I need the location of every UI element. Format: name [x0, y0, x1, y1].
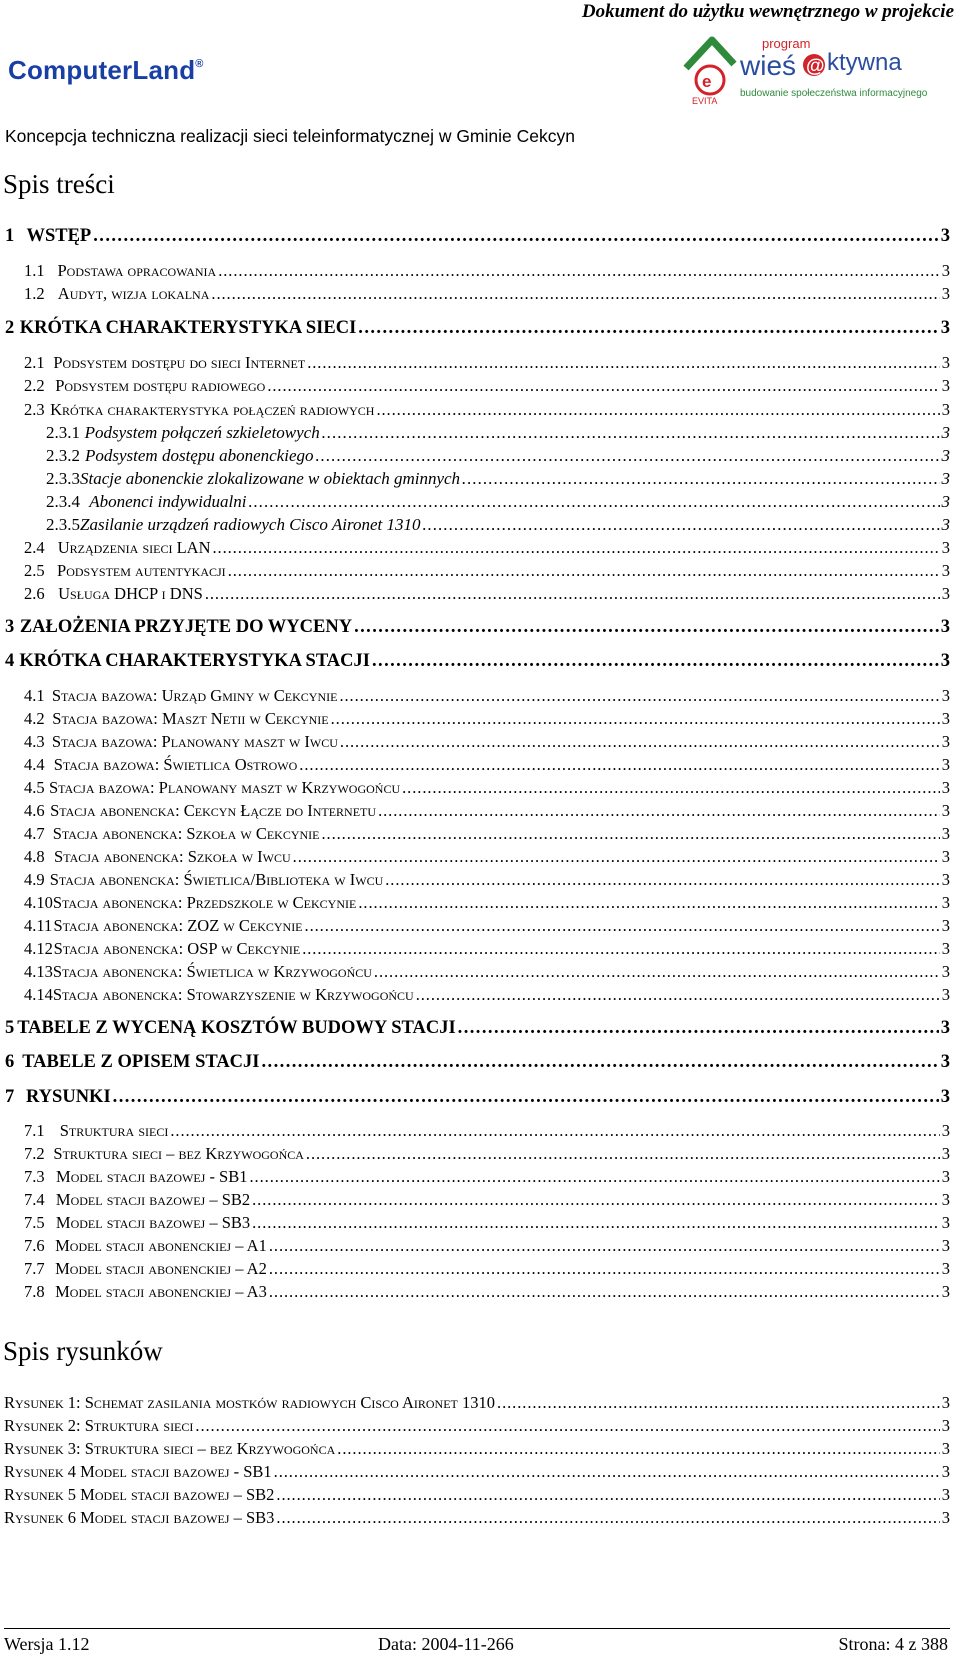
- toc-entry-page: 3: [941, 893, 950, 912]
- toc-entry-label: Podstawa opracowania: [57, 261, 217, 280]
- dot-leader: [497, 1393, 940, 1413]
- toc-entry-label: Audyt, wizja lokalna: [57, 284, 210, 303]
- toc-entry-page: 3: [941, 847, 950, 866]
- toc-entry[interactable]: [24, 732, 950, 752]
- toc-entry-label: Abonenci indywidualni: [89, 492, 247, 511]
- toc-entry-page: 3: [940, 1087, 950, 1107]
- toc-entry[interactable]: [5, 1087, 950, 1108]
- toc-entry[interactable]: [24, 538, 950, 558]
- toc-entry[interactable]: [24, 1190, 950, 1210]
- toc-entry-page: 3: [941, 686, 950, 705]
- toc-entry[interactable]: [24, 778, 950, 798]
- toc-entry[interactable]: [46, 446, 950, 466]
- figure-entry-page: 3: [941, 1485, 950, 1504]
- dot-leader: [458, 1018, 939, 1039]
- dot-leader: [305, 916, 940, 936]
- toc-entry-label: Stacja bazowa: Planowany maszt w Krzywogońcu: [48, 778, 401, 797]
- dot-leader: [416, 985, 940, 1005]
- toc-entry-label: TABELE Z WYCENĄ KOSZTÓW BUDOWY STACJI: [17, 1018, 456, 1038]
- toc-entry[interactable]: [24, 939, 950, 959]
- toc-entry-page: 3: [941, 755, 950, 774]
- toc-entry-number: 7: [5, 1087, 15, 1107]
- dot-leader: [339, 686, 939, 706]
- toc-entry-page: 3: [940, 1052, 950, 1072]
- toc-entry[interactable]: [5, 651, 950, 672]
- toc-entry-label: KRÓTKA CHARAKTERYSTYKA SIECI: [19, 318, 357, 338]
- figure-entry[interactable]: [4, 1485, 950, 1505]
- toc-entry-number: 2.6: [24, 584, 45, 603]
- toc-entry-page: 3: [940, 1018, 950, 1038]
- toc-entry-page: 3: [941, 561, 950, 580]
- toc-entry-label: Stacja bazowa: Planowany maszt w Iwcu: [51, 732, 338, 751]
- dot-leader: [372, 651, 939, 672]
- dot-leader: [337, 1439, 939, 1459]
- toc-entry[interactable]: [24, 755, 950, 775]
- toc-entry-number: 4.2: [24, 709, 45, 728]
- toc-entry-number: 1.1: [24, 261, 45, 280]
- figure-entry-label: Rysunek 3: Struktura sieci – bez Krzywogońca: [4, 1439, 336, 1458]
- toc-entry-page: 3: [940, 651, 950, 671]
- toc-entry-number: 2.3.5: [46, 515, 80, 534]
- toc-entry-page: 3: [941, 353, 950, 372]
- toc-entry-number: 7.1: [24, 1121, 45, 1140]
- toc-entry-number: 4.14: [24, 985, 53, 1004]
- toc-entry[interactable]: [24, 1213, 950, 1233]
- dot-leader: [322, 423, 940, 443]
- toc-entry[interactable]: [24, 1167, 950, 1187]
- registered-mark: ®: [195, 58, 204, 70]
- toc-entry-label: Stacja abonencka: Szkoła w Iwcu: [54, 847, 291, 866]
- toc-entry-page: 3: [941, 778, 950, 797]
- figure-entry[interactable]: [4, 1508, 950, 1528]
- toc-entry[interactable]: [24, 261, 950, 281]
- toc-entry-label: Struktura sieci: [59, 1121, 169, 1140]
- toc-entry-page: 3: [941, 985, 950, 1004]
- figure-entry-label: Rysunek 1: Schemat zasilania mostków radiowych Cisco Aironet 1310: [4, 1393, 496, 1412]
- toc-entry-number: 4.1: [24, 686, 45, 705]
- dot-leader: [340, 732, 940, 752]
- dot-leader: [299, 755, 939, 775]
- dot-leader: [93, 226, 939, 247]
- toc-entry-page: 3: [941, 801, 950, 820]
- toc-entry-page: 3: [941, 261, 950, 280]
- toc-entry-number: 2.3.2: [46, 446, 80, 465]
- toc-entry-number: 7.3: [24, 1167, 45, 1186]
- toc-entry[interactable]: [46, 492, 950, 512]
- toc-entry-page: 3: [940, 617, 950, 637]
- toc-entry-label: Struktura sieci – bez Krzywogońca: [53, 1144, 304, 1163]
- toc-entry-number: 2.3: [24, 400, 45, 419]
- dot-leader: [276, 1485, 939, 1505]
- footer-date: Data: 2004-11-266: [378, 1634, 514, 1654]
- toc-entry[interactable]: [5, 318, 950, 339]
- dot-leader: [402, 778, 940, 798]
- toc-entry-page: 3: [941, 1236, 950, 1255]
- toc-entry-label: Model stacji bazowej – SB2: [55, 1190, 251, 1209]
- toc-entry[interactable]: [24, 985, 950, 1005]
- toc-entry-label: Stacja bazowa: Świetlica Ostrowo: [53, 755, 298, 774]
- toc-entry-label: Stacja bazowa: Urząd Gminy w Cekcynie: [51, 686, 338, 705]
- toc-entry[interactable]: [24, 284, 950, 304]
- toc-entry-number: 4.13: [24, 962, 53, 981]
- toc-entry[interactable]: [24, 1282, 950, 1302]
- toc-entry-number: 2.3.1: [46, 423, 80, 442]
- footer-version: Wersja 1.12: [4, 1634, 90, 1654]
- dot-leader: [321, 824, 939, 844]
- toc-entry-label: Model stacji bazowej - SB1: [56, 1167, 248, 1186]
- toc-entry-page: 3: [941, 400, 950, 419]
- toc-entry-page: 3: [941, 870, 950, 889]
- figure-entry-page: 3: [941, 1439, 950, 1458]
- toc-entry-number: 7.5: [24, 1213, 45, 1232]
- toc-entry-number: 2.2: [24, 376, 45, 395]
- toc-entry-number: 4.9: [24, 870, 45, 889]
- toc-entry-number: 1.2: [24, 284, 45, 303]
- toc-entry-number: 1: [5, 226, 15, 246]
- toc-entry[interactable]: [5, 1052, 950, 1073]
- toc-entry[interactable]: [24, 847, 950, 867]
- toc-entry-number: 4.10: [24, 893, 53, 912]
- toc-entry-label: Stacje abonenckie zlokalizowane w obiektach gminnych: [80, 469, 461, 488]
- toc-title: Spis treści: [3, 169, 115, 199]
- footer-divider: [4, 1628, 950, 1629]
- figure-entry-label: Rysunek 6 Model stacji bazowej – SB3: [4, 1508, 275, 1527]
- dot-leader: [274, 1462, 940, 1482]
- toc-entry-label: Stacja abonencka: Przedszkole w Cekcynie: [52, 893, 357, 912]
- toc-entry-page: 3: [940, 226, 950, 246]
- toc-entry-page: 3: [941, 1282, 950, 1301]
- toc-entry-page: 3: [941, 469, 950, 488]
- dot-leader: [307, 353, 940, 373]
- toc-entry-label: Zasilanie urządzeń radiowych Cisco Aironet 1310: [80, 515, 421, 534]
- toc-entry-number: 4.3: [24, 732, 45, 751]
- toc-entry-number: 7.7: [24, 1259, 45, 1278]
- toc-entry-label: RYSUNKI: [25, 1087, 111, 1107]
- toc-entry-page: 3: [941, 939, 950, 958]
- toc-entry-number: 4: [5, 651, 15, 671]
- dot-leader: [269, 1282, 940, 1302]
- toc-entry-page: 3: [941, 824, 950, 843]
- toc-entry[interactable]: [24, 584, 950, 604]
- wies-text: wieś: [740, 50, 797, 81]
- toc-entry-label: Podsystem połączeń szkieletowych: [84, 423, 320, 442]
- computerland-logo-text: ComputerLand: [8, 55, 196, 85]
- toc-entry-label: Model stacji bazowej – SB3: [55, 1213, 251, 1232]
- dot-leader: [228, 561, 940, 581]
- dot-leader: [358, 318, 938, 339]
- figure-entry[interactable]: [4, 1393, 950, 1413]
- figure-entry[interactable]: [4, 1439, 950, 1459]
- toc-entry-page: 3: [941, 1144, 950, 1163]
- dot-leader: [422, 515, 939, 535]
- figures-title: Spis rysunków: [3, 1336, 163, 1366]
- footer-page: Strona: 4 z 388: [838, 1634, 948, 1654]
- toc-entry-label: Stacja abonencka: OSP w Cekcynie: [53, 939, 301, 958]
- figure-entry-page: 3: [941, 1508, 950, 1527]
- toc-entry[interactable]: [24, 400, 950, 420]
- toc-entry[interactable]: [24, 801, 950, 821]
- toc-entry[interactable]: [46, 515, 950, 535]
- toc-entry-page: 3: [941, 1167, 950, 1186]
- dot-leader: [218, 261, 940, 281]
- toc-entry[interactable]: [24, 1121, 950, 1141]
- dot-leader: [385, 870, 940, 890]
- toc-entry-page: 3: [941, 376, 950, 395]
- toc-entry-number: 4.5: [24, 778, 45, 797]
- toc-entry[interactable]: [5, 1018, 950, 1039]
- toc-entry-label: KRÓTKA CHARAKTERYSTYKA STACJI: [19, 651, 370, 671]
- dot-leader: [262, 1052, 939, 1073]
- aktywna-text: ktywna: [827, 49, 902, 76]
- toc-entry[interactable]: [5, 226, 950, 247]
- toc-entry[interactable]: [24, 893, 950, 913]
- dot-leader: [269, 1259, 940, 1279]
- figure-entry-label: Rysunek 5 Model stacji bazowej – SB2: [4, 1485, 275, 1504]
- computerland-logo: [8, 55, 204, 86]
- toc-entry[interactable]: [24, 709, 950, 729]
- toc-entry-label: Stacja abonencka: ZOZ w Cekcynie: [53, 916, 303, 935]
- toc-entry-label: Podsystem dostępu abonenckiego: [85, 446, 314, 465]
- toc-entry-label: Stacja abonencka: Świetlica/Biblioteka w Iwcu: [49, 870, 384, 889]
- dot-leader: [378, 801, 940, 821]
- dot-leader: [293, 847, 940, 867]
- toc-entry-number: 2.5: [24, 561, 45, 580]
- toc-entry-number: 2.1: [24, 353, 45, 372]
- wies-aktywna-logo: [682, 30, 952, 108]
- dot-leader: [306, 1144, 940, 1164]
- evita-text: EVITA: [692, 96, 718, 106]
- dot-leader: [269, 1236, 940, 1256]
- toc-entry[interactable]: [24, 686, 950, 706]
- tagline-text: budowanie społeczeństwa informacyjnego: [740, 88, 928, 99]
- dot-leader: [195, 1416, 939, 1436]
- toc-entry[interactable]: [24, 1259, 950, 1279]
- toc-entry[interactable]: [24, 1144, 950, 1164]
- dot-leader: [205, 584, 940, 604]
- svg-text:e: e: [702, 72, 712, 91]
- dot-leader: [250, 1167, 940, 1187]
- document-note: Dokument do użytku wewnętrznego w projekcie: [581, 1, 954, 22]
- toc-entry[interactable]: [24, 870, 950, 890]
- toc-entry-page: 3: [941, 962, 950, 981]
- toc-entry-number: 2.3.3: [46, 469, 80, 488]
- dot-leader: [252, 1213, 940, 1233]
- toc-entry-label: ZAŁOŻENIA PRZYJĘTE DO WYCENY: [19, 617, 353, 637]
- svg-text:@: @: [806, 56, 825, 77]
- toc-entry-label: Stacja abonencka: Stowarzyszenie w Krzywogońcu: [52, 985, 414, 1004]
- figure-entry-page: 3: [941, 1416, 950, 1435]
- toc-entry-page: 3: [941, 1121, 950, 1140]
- toc-entry-page: 3: [941, 732, 950, 751]
- document-header-title: Koncepcja techniczna realizacji sieci teleinformatycznej w Gminie Cekcyn: [5, 126, 575, 146]
- figure-entry-label: Rysunek 2: Struktura sieci: [4, 1416, 194, 1435]
- dot-leader: [113, 1087, 939, 1108]
- dot-leader: [331, 709, 940, 729]
- toc-entry-number: 4.4: [24, 755, 45, 774]
- dot-leader: [212, 538, 939, 558]
- toc-entry[interactable]: [24, 561, 950, 581]
- program-text: program: [762, 36, 811, 51]
- at-sign-icon: [803, 54, 825, 77]
- toc-entry-label: Model stacji abonenckiej – A1: [55, 1236, 267, 1255]
- toc-entry-label: Model stacji abonenckiej – A2: [55, 1259, 267, 1278]
- toc-entry-page: 3: [941, 515, 950, 534]
- toc-entry-label: TABELE Z OPISEM STACJI: [22, 1052, 260, 1072]
- toc-entry-number: 6: [5, 1052, 15, 1072]
- dot-leader: [276, 1508, 939, 1528]
- toc-entry-number: 3: [5, 617, 15, 637]
- toc-entry-label: Podsystem dostępu do sieci Internet: [53, 353, 306, 372]
- toc-entry-label: Podsystem dostępu radiowego: [55, 376, 266, 395]
- dot-leader: [462, 469, 939, 489]
- toc-entry-number: 5: [5, 1018, 15, 1038]
- dot-leader: [170, 1121, 939, 1141]
- figure-entry-page: 3: [941, 1462, 950, 1481]
- toc-entry-label: Stacja abonencka: Cekcyn Łącze do Internetu: [50, 801, 377, 820]
- toc-entry-page: 3: [941, 709, 950, 728]
- dot-leader: [354, 617, 939, 638]
- dot-leader: [316, 446, 940, 466]
- dot-leader: [248, 492, 939, 512]
- toc-entry-page: 3: [941, 423, 950, 442]
- toc-entry-label: Podsystem autentykacji: [57, 561, 226, 580]
- toc-entry-number: 7.2: [24, 1144, 45, 1163]
- toc-entry-page: 3: [941, 446, 950, 465]
- toc-entry[interactable]: [5, 617, 950, 638]
- toc-entry-label: Urządzenia sieci LAN: [57, 538, 211, 557]
- dot-leader: [252, 1190, 940, 1210]
- dot-leader: [267, 376, 939, 396]
- toc-entry[interactable]: [46, 423, 950, 443]
- toc-entry-page: 3: [941, 1259, 950, 1278]
- toc-entry-number: 4.11: [24, 916, 53, 935]
- toc-entry-number: 7.8: [24, 1282, 45, 1301]
- figure-entry-label: Rysunek 4 Model stacji bazowej - SB1: [4, 1462, 272, 1481]
- toc-entry-label: Stacja abonencka: Szkoła w Cekcynie: [52, 824, 320, 843]
- toc-entry-label: Stacja bazowa: Maszt Netii w Cekcynie: [52, 709, 329, 728]
- dot-leader: [302, 939, 940, 959]
- dot-leader: [374, 962, 940, 982]
- toc-entry-page: 3: [941, 492, 950, 511]
- toc-entry-number: 7.4: [24, 1190, 45, 1209]
- toc-entry[interactable]: [46, 469, 950, 489]
- toc-entry-number: 4.7: [24, 824, 45, 843]
- toc-entry-number: 7.6: [24, 1236, 45, 1255]
- toc-entry-label: Usługa DHCP i DNS: [58, 584, 203, 603]
- toc-entry[interactable]: [24, 962, 950, 982]
- toc-entry-number: 2.4: [24, 538, 45, 557]
- toc-entry[interactable]: [24, 916, 950, 936]
- evita-house-icon: [686, 40, 734, 94]
- toc-entry-number: 4.6: [24, 801, 45, 820]
- toc-entry-page: 3: [941, 1213, 950, 1232]
- toc-entry[interactable]: [24, 824, 950, 844]
- figure-entry-page: 3: [941, 1393, 950, 1412]
- toc-entry[interactable]: [24, 1236, 950, 1256]
- toc-entry[interactable]: [24, 353, 950, 373]
- toc-entry-label: WSTĘP: [26, 226, 92, 246]
- dot-leader: [211, 284, 939, 304]
- toc-entry-page: 3: [941, 916, 950, 935]
- toc-entry-page: 3: [940, 318, 950, 338]
- toc-entry-number: 2: [5, 318, 15, 338]
- dot-leader: [376, 400, 939, 420]
- toc-entry-page: 3: [941, 584, 950, 603]
- dot-leader: [358, 893, 939, 913]
- toc-entry-label: Stacja abonencka: Świetlica w Krzywogońcu: [52, 962, 372, 981]
- toc-entry-page: 3: [941, 538, 950, 557]
- toc-entry-label: Krótka charakterystyka połączeń radiowych: [50, 400, 375, 419]
- toc-entry-number: 4.12: [24, 939, 53, 958]
- toc-entry[interactable]: [24, 376, 950, 396]
- toc-entry-number: 4.8: [24, 847, 45, 866]
- toc-entry-number: 2.3.4: [46, 492, 80, 511]
- toc-entry-label: Model stacji abonenckiej – A3: [55, 1282, 267, 1301]
- toc-entry-page: 3: [941, 1190, 950, 1209]
- figure-entry[interactable]: [4, 1462, 950, 1482]
- figure-entry[interactable]: [4, 1416, 950, 1436]
- toc-entry-page: 3: [941, 284, 950, 303]
